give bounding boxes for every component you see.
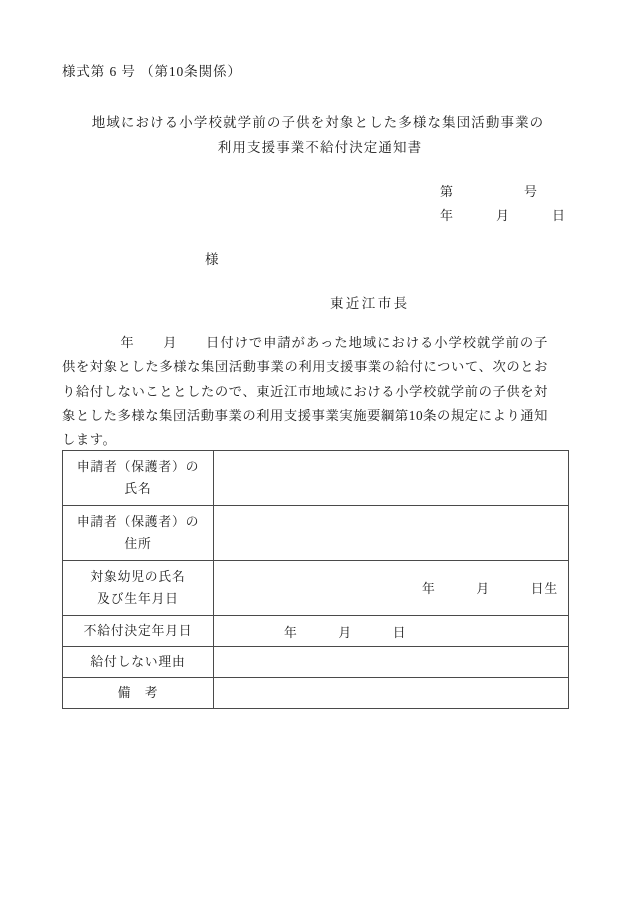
document-meta-block bbox=[440, 180, 566, 228]
addressee-honorific: 様 bbox=[205, 252, 220, 267]
issuer-name: 東近江市長 bbox=[330, 296, 410, 311]
row-value-child-name-birthdate[interactable] bbox=[214, 561, 569, 616]
row-label-line-2: 氏名 bbox=[124, 482, 152, 496]
document-title-line-2: 利用支援事業不給付決定通知書 bbox=[217, 140, 423, 155]
row-label-line-1: 申請者（保護者）の bbox=[76, 515, 200, 529]
body-paragraph bbox=[62, 331, 548, 452]
row-label-line-2: 及び生年月日 bbox=[97, 592, 179, 606]
row-label-line-1: 備 考 bbox=[117, 686, 159, 700]
table-row bbox=[63, 506, 569, 561]
row-label-remarks bbox=[63, 678, 214, 709]
decision-details-table bbox=[62, 450, 569, 709]
table-row bbox=[63, 678, 569, 709]
table-row bbox=[63, 561, 569, 616]
body-paragraph-text: 付けで申請があった地域における小学校就学前の子供を対象とした多様な集団活動事業の利用支援事業の給付について、次のとおり給付しないこととしたので、東近江市地域における小学校就学前の子供を対象とした多様な集団活動事業の利用支援事業実施要綱第10条の規定により通知します。 bbox=[62, 335, 548, 448]
row-value-decision-date[interactable] bbox=[214, 616, 569, 647]
row-label-line-1: 不給付決定年月日 bbox=[83, 624, 193, 638]
form-number: 様式第 6 号 （第10条関係） bbox=[62, 64, 242, 79]
table-row bbox=[63, 616, 569, 647]
row-value-reason[interactable] bbox=[214, 647, 569, 678]
row-value-applicant-name[interactable] bbox=[214, 451, 569, 506]
row-label-reason bbox=[63, 647, 214, 678]
row-label-line-1: 給付しない理由 bbox=[90, 655, 186, 669]
row-label-applicant-name bbox=[63, 451, 214, 506]
application-date-field: 年 月 日 bbox=[120, 335, 221, 350]
row-value-applicant-address[interactable] bbox=[214, 506, 569, 561]
row-label-line-1: 申請者（保護者）の bbox=[76, 460, 200, 474]
row-label-applicant-address bbox=[63, 506, 214, 561]
row-label-line-2: 住所 bbox=[124, 537, 152, 551]
document-number-field: 第 号 bbox=[440, 184, 539, 199]
row-value-text: 年 月 日生 bbox=[422, 581, 558, 596]
row-label-decision-date bbox=[63, 616, 214, 647]
document-date-field: 年 月 日 bbox=[440, 208, 567, 223]
row-label-line-1: 対象幼児の氏名 bbox=[90, 570, 186, 584]
row-value-text: 年 月 日 bbox=[284, 625, 407, 640]
table-row bbox=[63, 451, 569, 506]
document-title-line-1: 地域における小学校就学前の子供を対象とした多様な集団活動事業の bbox=[91, 115, 545, 130]
row-label-child-name-birthdate bbox=[63, 561, 214, 616]
document-title bbox=[0, 110, 630, 160]
table-row bbox=[63, 647, 569, 678]
table-body bbox=[63, 451, 569, 709]
row-value-remarks[interactable] bbox=[214, 678, 569, 709]
